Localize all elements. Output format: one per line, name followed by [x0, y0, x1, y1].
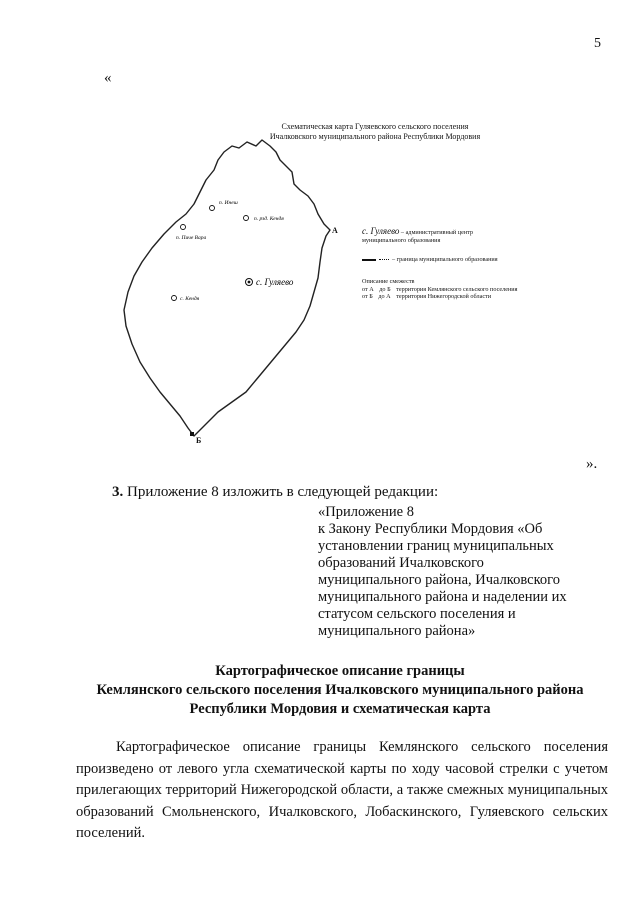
legend-adjacency [362, 278, 517, 301]
heading-line-3: Республики Мордовия и схематическая карта [189, 701, 491, 717]
appendix-line-4: образований Ичалковского [318, 555, 484, 571]
legend-center-name: с. Гуляево [362, 226, 400, 236]
legend-row-1-to: до Б [379, 285, 391, 293]
settlement-kendya-marker [172, 296, 177, 301]
legend-adjacency-row-2 [362, 293, 517, 301]
page-number: 5 [594, 36, 601, 51]
settlement-kendya-label: с. Кендя [180, 296, 200, 302]
item-3-number: 3. [112, 484, 124, 500]
settlement-gulyaevo-label: с. Гуляево [256, 277, 294, 287]
settlement-kendya-station-marker [244, 216, 249, 221]
appendix-line-7: статусом сельского поселения и [318, 606, 516, 622]
appendix-line-1: «Приложение 8 [318, 504, 414, 520]
heading-line-1: Картографическое описание границы [215, 663, 465, 679]
legend-center-desc-2: муниципального образования [362, 236, 441, 244]
legend-boundary-dots-icon [379, 259, 389, 260]
legend-boundary [362, 256, 498, 264]
legend-row-1-from: от А [362, 285, 374, 293]
appendix-header [318, 504, 618, 640]
point-b-label: Б [196, 436, 202, 445]
description-paragraph: Картографическое описание границы Кемлянского сельского поселения произведено от левого угла схематической карты по ходу часовой стрелки с учетом прилегающих территорий Нижегородской области, а также смежных муниципальных образований Смольненского, Ичалковского, Лобаскинского, Гуляевского сельских поселений. [76, 739, 608, 841]
legend-center [362, 228, 473, 244]
legend-row-2-to: до А [378, 293, 391, 300]
appendix-line-6: муниципального района и наделении их [318, 589, 567, 605]
appendix-line-2: к Закону Республики Мордовия «Об [318, 521, 543, 537]
legend-center-desc: – административный центр [400, 229, 474, 236]
legend-adjacency-row-1 [362, 286, 517, 294]
legend-row-1-desc: территория Кемлянского сельского поселения [396, 285, 518, 293]
settlement-kendya-station-label: п. рзд. Кендя [254, 216, 284, 222]
section-heading [60, 662, 620, 719]
opening-quote: « [104, 70, 112, 86]
legend-boundary-line-icon [362, 259, 376, 261]
boundary-outline [124, 140, 330, 436]
appendix-line-5: муниципального района, Ичалковского [318, 572, 560, 588]
legend-row-2-from: от Б [362, 293, 373, 300]
legend-row-2-desc: территория Нижегородской области [396, 293, 492, 300]
settlement-inesh-marker [210, 206, 215, 211]
appendix-line-8: муниципального района» [318, 623, 476, 639]
heading-line-2: Кемлянского сельского поселения Ичалковского муниципального района [96, 682, 584, 698]
legend-boundary-desc: – граница муниципального образования [392, 256, 498, 263]
item-3 [112, 484, 438, 501]
item-3-text: Приложение 8 изложить в следующей редакции: [123, 484, 439, 500]
appendix-line-3: установлении границ муниципальных [318, 538, 554, 554]
settlement-piche-vara-marker [181, 225, 186, 230]
settlement-gulyaevo-marker-inner [248, 281, 251, 284]
legend-adjacency-title: Описание смежеств [362, 278, 415, 285]
point-a-label: А [332, 226, 338, 235]
settlement-inesh-label: п. Инеш [219, 200, 238, 206]
point-b-marker [190, 432, 194, 436]
map-title-line-2: Ичалковского муниципального района Республики Мордовия [269, 132, 481, 141]
map-title-line-1: Схематическая карта Гуляевского сельского поселения [281, 122, 469, 131]
settlement-piche-vara-label: п. Пиче Вара [176, 235, 207, 241]
closing-quote: ». [586, 456, 598, 472]
